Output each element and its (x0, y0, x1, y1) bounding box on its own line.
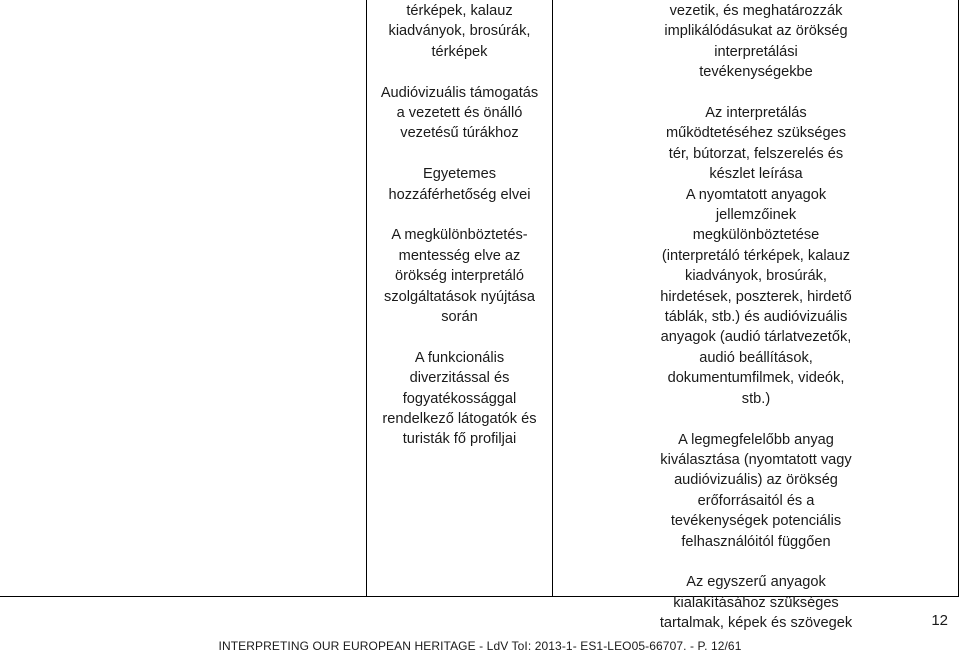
middle-column-text (366, 1, 553, 450)
text-line: Az interpretálás (705, 105, 807, 122)
paragraph-gap (366, 62, 553, 82)
page-footer: INTERPRETING OUR EUROPEAN HERITAGE - LdV ToI: 2013-1- ES1-LEO05-66707. - P. 12/61 (218, 639, 742, 653)
text-line: tartalmak, képek és szövegek (659, 615, 853, 632)
cell-paragraph (553, 1, 959, 83)
text-line: (interpretáló térképek, kalauz (661, 247, 851, 264)
cell-paragraph (553, 430, 959, 552)
text-line: anyagok (audió tárlatvezetők, (660, 329, 852, 346)
text-line: hozzáférhetőség elvei (388, 186, 531, 203)
text-line: rendelkező látogatók és (382, 411, 537, 428)
paragraph-gap (553, 552, 959, 572)
paragraph-gap (366, 144, 553, 164)
text-line: stb.) (741, 390, 771, 407)
text-line: A megkülönböztetés- (391, 227, 528, 244)
text-line: örökség interpretáló (395, 268, 524, 285)
text-line: interpretálási (714, 43, 798, 60)
text-line: kiadványok, brosúrák, (388, 23, 531, 40)
text-line: diverzitással és (409, 370, 510, 387)
text-line: dokumentumfilmek, videók, (667, 370, 845, 387)
text-line: térképek, kalauz (406, 3, 513, 19)
text-line: A funkcionális (414, 349, 505, 366)
paragraph-gap (366, 327, 553, 347)
text-line: kialakításához szükséges (673, 594, 839, 611)
text-line: szolgáltatások nyújtása (384, 288, 535, 305)
paragraph-gap (366, 205, 553, 225)
text-line: tevékenységekbe (699, 64, 813, 81)
text-line: Audióvizuális támogatás (380, 84, 539, 101)
text-line: vezetésű túrákhoz (400, 125, 519, 142)
text-line: jellemzőinek (715, 207, 797, 224)
text-line: erőforrásaitól és a (697, 492, 815, 509)
text-line: implikálódásukat az örökség (664, 23, 848, 40)
text-line: táblák, stb.) és audióvizuális (664, 309, 848, 326)
text-line: audió beállítások, (699, 349, 813, 366)
text-line: megkülönböztetése (692, 227, 820, 244)
cell-paragraph (553, 103, 959, 409)
page-number: 12 (931, 612, 948, 629)
text-line: során (441, 309, 478, 326)
text-line: készlet leírása (709, 166, 803, 183)
text-line: audióvizuális) az örökség (674, 472, 838, 489)
cell-paragraph (366, 225, 553, 327)
text-line: a vezetett és önálló (396, 105, 523, 122)
text-line: tevékenységek potenciális (670, 513, 842, 530)
text-line: hirdetések, poszterek, hirdető (660, 288, 852, 305)
text-line: turisták fő profiljai (402, 431, 517, 448)
text-line: vezetik, és meghatározzák (669, 3, 843, 19)
text-line: tér, bútorzat, felszerelés és (668, 145, 844, 162)
text-line: mentesség elve az (398, 247, 521, 264)
text-line: kiadványok, brosúrák, (685, 268, 827, 285)
cell-paragraph (366, 348, 553, 450)
text-line: A nyomtatott anyagok (685, 186, 827, 203)
table-cell-left (0, 0, 366, 597)
text-line: A legmegfelelőbb anyag (678, 431, 834, 448)
cell-paragraph (366, 1, 553, 62)
paragraph-gap (553, 409, 959, 429)
text-line: térképek (431, 43, 488, 60)
text-line: Az egyszerű anyagok (686, 574, 826, 591)
text-line: működtetéséhez szükséges (665, 125, 847, 142)
text-line: kiválasztása (nyomtatott vagy (660, 451, 852, 468)
right-column-text (553, 1, 959, 634)
text-line: fogyatékossággal (402, 390, 517, 407)
cell-paragraph (553, 572, 959, 633)
cell-paragraph (366, 164, 553, 205)
text-line: felhasználóitól függően (681, 533, 831, 550)
text-line: Egyetemes (422, 166, 496, 183)
cell-paragraph (366, 83, 553, 144)
paragraph-gap (553, 83, 959, 103)
